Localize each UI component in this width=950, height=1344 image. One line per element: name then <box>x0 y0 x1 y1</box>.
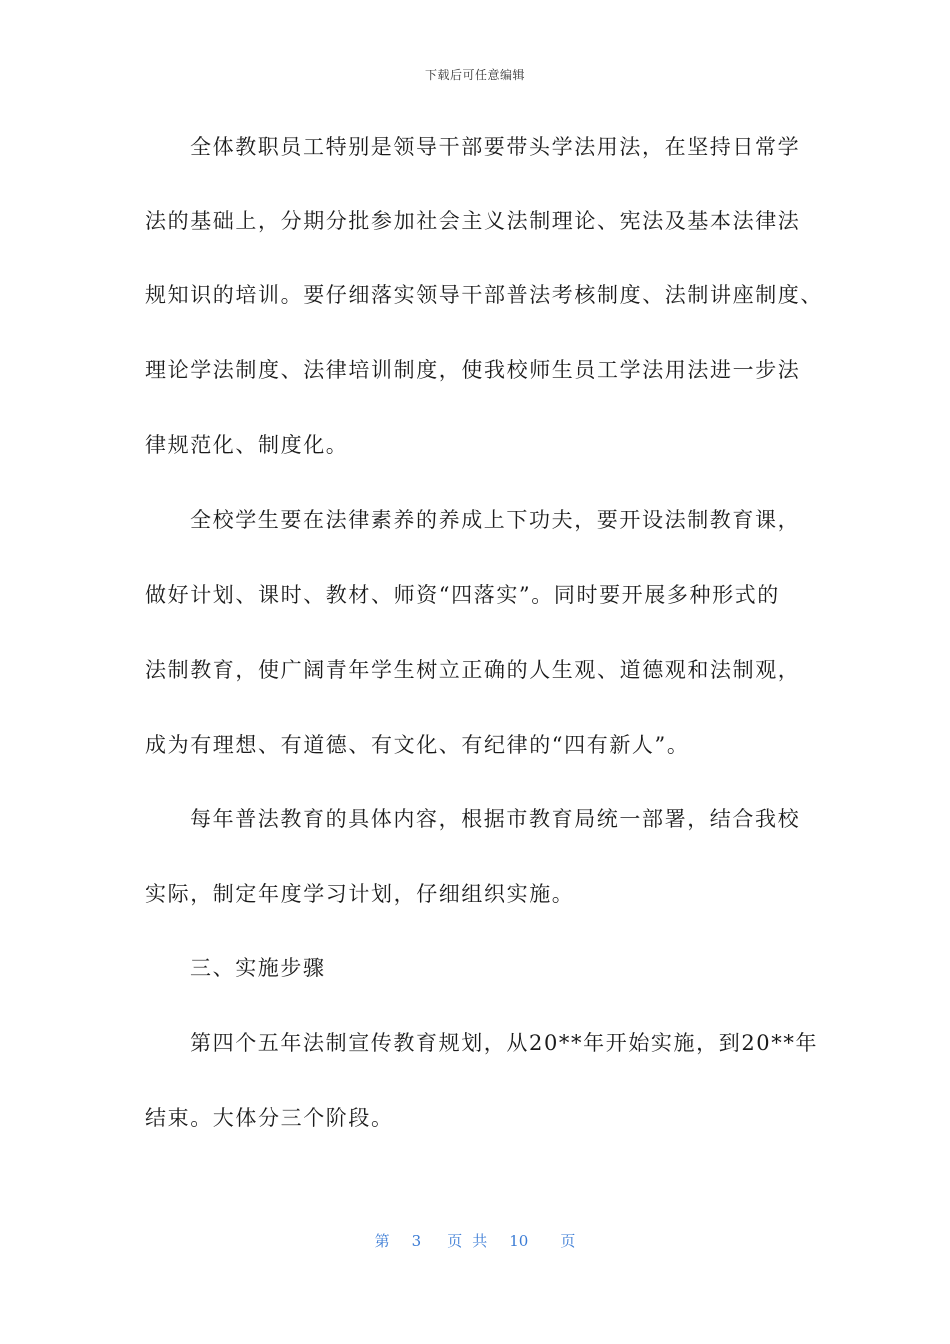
page-footer <box>0 1230 950 1251</box>
paragraph-line: 法制教育，使广阔青年学生树立正确的人生观、道德观和法制观， <box>145 658 801 682</box>
footer-page-number: 3 <box>411 1232 422 1250</box>
paragraph-line: 全校学生要在法律素养的养成上下功夫，要开设法制教育课， <box>190 508 801 532</box>
paragraph-line: 成为有理想、有道德、有文化、有纪律的“四有新人”。 <box>145 733 690 757</box>
paragraph-line: 律规范化、制度化。 <box>145 433 349 457</box>
paragraph-line: 法的基础上，分期分批参加社会主义法制理论、宪法及基本法律法 <box>145 209 801 233</box>
section-heading: 三、实施步骤 <box>190 956 326 980</box>
paragraph-line: 全体教职员工特别是领导干部要带头学法用法，在坚持日常学 <box>190 135 801 159</box>
footer-total-word: 共 <box>472 1232 488 1250</box>
paragraph-line: 做好计划、课时、教材、师资“四落实”。同时要开展多种形式的 <box>145 583 780 607</box>
paragraph-line: 结束。大体分三个阶段。 <box>145 1106 394 1130</box>
paragraph-line: 实际，制定年度学习计划，仔细组织实施。 <box>145 882 575 906</box>
footer-total-pages: 10 <box>509 1232 529 1250</box>
paragraph-line: 理论学法制度、法律培训制度，使我校师生员工学法用法进一步法 <box>145 358 801 382</box>
paragraph-line: 规知识的培训。要仔细落实领导干部普法考核制度、法制讲座制度、 <box>145 283 823 307</box>
footer-page-word: 第 <box>374 1232 390 1250</box>
paragraph-line: 第四个五年法制宣传教育规划，从20**年开始实施，到20**年 <box>190 1031 819 1055</box>
paragraph-line: 每年普法教育的具体内容，根据市教育局统一部署，结合我校 <box>190 807 801 831</box>
footer-page-unit: 页 <box>447 1232 463 1250</box>
header-note: 下载后可任意编辑 <box>424 68 525 82</box>
footer-total-unit: 页 <box>560 1232 576 1250</box>
